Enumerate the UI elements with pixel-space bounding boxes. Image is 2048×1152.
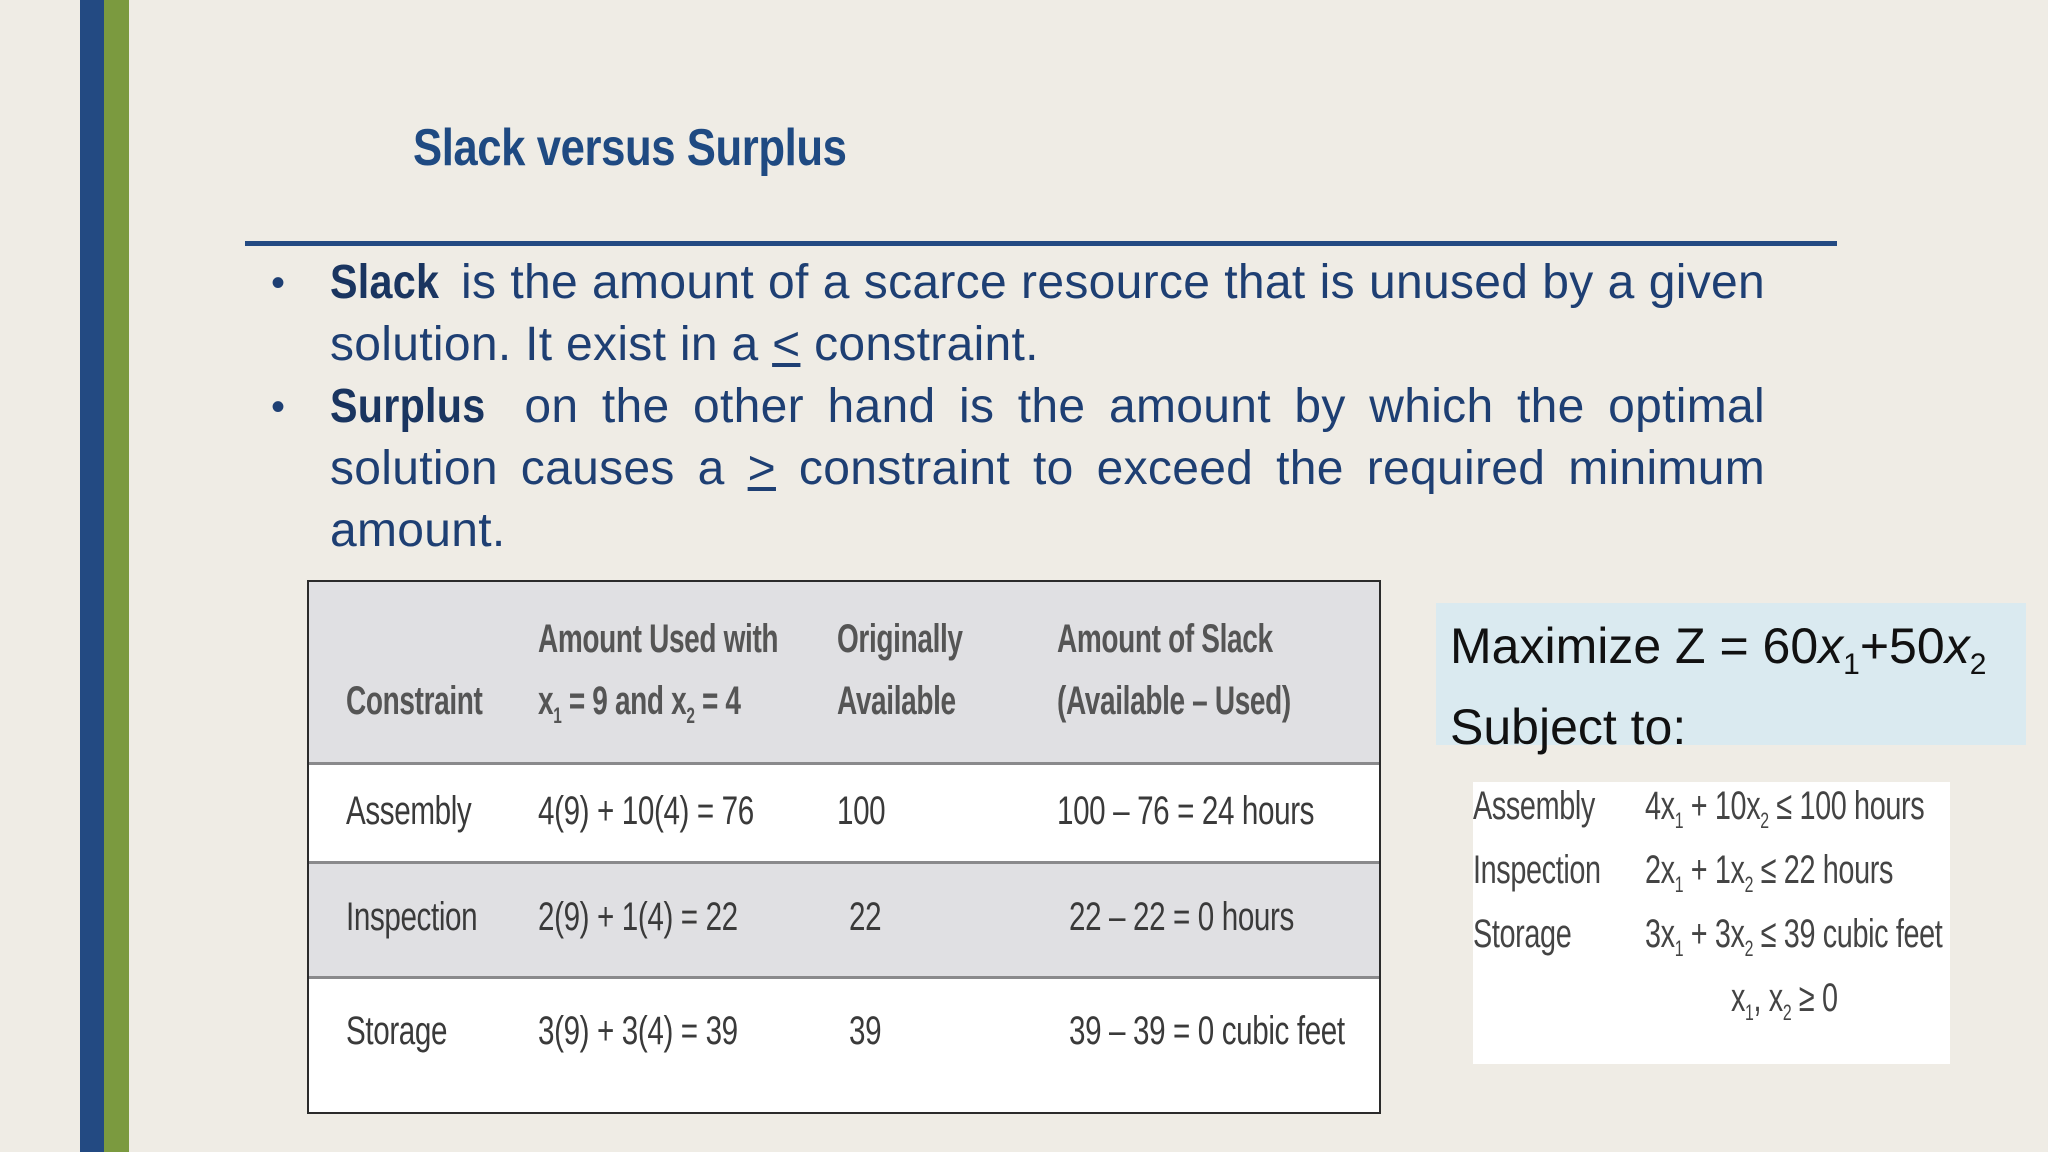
table-row xyxy=(309,979,1379,1114)
bullet-surplus xyxy=(265,376,1765,562)
cell-available: 100 xyxy=(837,789,886,833)
constraint-sub1: 1 xyxy=(1674,936,1684,961)
constraint-rhs: ≤ 100 hours xyxy=(1768,784,1925,828)
slide-title: Slack versus Surplus xyxy=(413,119,847,177)
nonnegativity-constraint xyxy=(1731,976,1838,1026)
surplus-symbol: > xyxy=(747,442,776,495)
constraint-expression xyxy=(1645,784,1924,834)
surplus-text-a: on the other hand is the amount by which the optimal solution causes a xyxy=(330,380,1765,495)
nonneg-sub1: 1 xyxy=(1745,1000,1754,1025)
slack-text-a: is the amount of a scarce resource that is unused by a given solution. It exist in a xyxy=(330,256,1765,371)
header-slack-line2: (Available – Used) xyxy=(1057,679,1291,723)
constraints-box xyxy=(1473,782,1950,1064)
cell-used: 3(9) + 3(4) = 39 xyxy=(538,1009,738,1053)
header-orig-line1: Originally xyxy=(837,617,963,661)
header-used-mid: = 9 and xyxy=(561,679,672,723)
title-divider xyxy=(245,241,1837,246)
constraint-term2: + 3x xyxy=(1683,912,1745,956)
objective-box xyxy=(1436,603,2026,755)
objective-function xyxy=(1450,615,2012,696)
header-orig-line2: Available xyxy=(837,679,956,723)
header-x1-sub: 1 xyxy=(553,703,562,728)
header-amount-of-slack xyxy=(1057,608,1291,732)
header-x2-sub: 2 xyxy=(686,703,695,728)
constraint-expression xyxy=(1645,912,1942,962)
term-surplus: Surplus xyxy=(330,380,486,433)
left-accent-bar-blue xyxy=(80,0,104,1152)
header-x1: x xyxy=(538,679,554,723)
header-originally-available xyxy=(837,608,963,732)
header-amount-used xyxy=(538,608,778,747)
cell-constraint: Storage xyxy=(346,1009,448,1053)
cell-available: 39 xyxy=(849,1009,882,1053)
constraint-term2: + 1x xyxy=(1683,848,1745,892)
bullet-dot: • xyxy=(271,385,286,429)
constraint-term1: 2x xyxy=(1645,848,1675,892)
table-row xyxy=(309,765,1379,864)
constraint-sub2: 2 xyxy=(1744,936,1754,961)
cell-slack: 39 – 39 = 0 cubic feet xyxy=(1069,1009,1345,1053)
slack-table xyxy=(307,580,1381,1114)
constraint-sub1: 1 xyxy=(1674,808,1684,833)
objective-var-x2: x xyxy=(1944,618,1970,674)
slack-symbol: < xyxy=(772,318,801,371)
objective-var-x1: x xyxy=(1818,618,1844,674)
constraint-name: Assembly xyxy=(1473,784,1595,828)
cell-slack: 22 – 22 = 0 hours xyxy=(1069,895,1294,939)
header-amount-used-line1: Amount Used with xyxy=(538,617,779,661)
objective-sub2: 2 xyxy=(1969,648,1987,681)
bullet-slack xyxy=(265,252,1765,376)
constraint-name: Storage xyxy=(1473,912,1572,956)
cell-constraint: Assembly xyxy=(346,789,472,833)
nonneg-x2: , x xyxy=(1753,976,1783,1020)
constraint-term1: 4x xyxy=(1645,784,1675,828)
objective-sub1: 1 xyxy=(1843,648,1860,681)
constraint-rhs: ≤ 39 cubic feet xyxy=(1753,912,1943,956)
left-accent-bar-green xyxy=(104,0,129,1152)
header-slack-line1: Amount of Slack xyxy=(1057,617,1273,661)
header-used-end: = 4 xyxy=(694,679,741,723)
subject-to-label: Subject to: xyxy=(1450,699,1687,755)
nonneg-sub2: 2 xyxy=(1782,1000,1792,1025)
header-x2: x xyxy=(671,679,687,723)
table-row xyxy=(309,864,1379,979)
header-amount-used-line2 xyxy=(538,670,778,747)
constraint-term1: 3x xyxy=(1645,912,1675,956)
term-slack: Slack xyxy=(330,256,440,309)
slack-text-b: constraint. xyxy=(800,318,1039,371)
header-constraint: Constraint xyxy=(346,679,483,723)
constraint-name: Inspection xyxy=(1473,848,1601,892)
constraint-expression xyxy=(1645,848,1893,898)
table-header-row xyxy=(309,582,1379,765)
bullet-list xyxy=(265,252,1765,562)
objective-plus: +50 xyxy=(1859,618,1945,674)
bullet-dot: • xyxy=(271,261,286,305)
cell-constraint: Inspection xyxy=(346,895,478,939)
constraint-sub2: 2 xyxy=(1744,872,1754,897)
surplus-text-b: constraint to exceed the required minimum amount. xyxy=(330,442,1765,557)
cell-used: 2(9) + 1(4) = 22 xyxy=(538,895,738,939)
constraint-sub2: 2 xyxy=(1760,808,1769,833)
constraint-sub1: 1 xyxy=(1674,872,1684,897)
objective-prefix: Maximize Z = 60 xyxy=(1450,618,1819,674)
cell-available: 22 xyxy=(849,895,882,939)
cell-slack: 100 – 76 = 24 hours xyxy=(1057,789,1315,833)
constraint-rhs: ≤ 22 hours xyxy=(1753,848,1893,892)
nonneg-rhs: ≥ 0 xyxy=(1791,976,1838,1020)
cell-used: 4(9) + 10(4) = 76 xyxy=(538,789,754,833)
nonneg-x1: x xyxy=(1731,976,1746,1020)
constraint-term2: + 10x xyxy=(1683,784,1761,828)
